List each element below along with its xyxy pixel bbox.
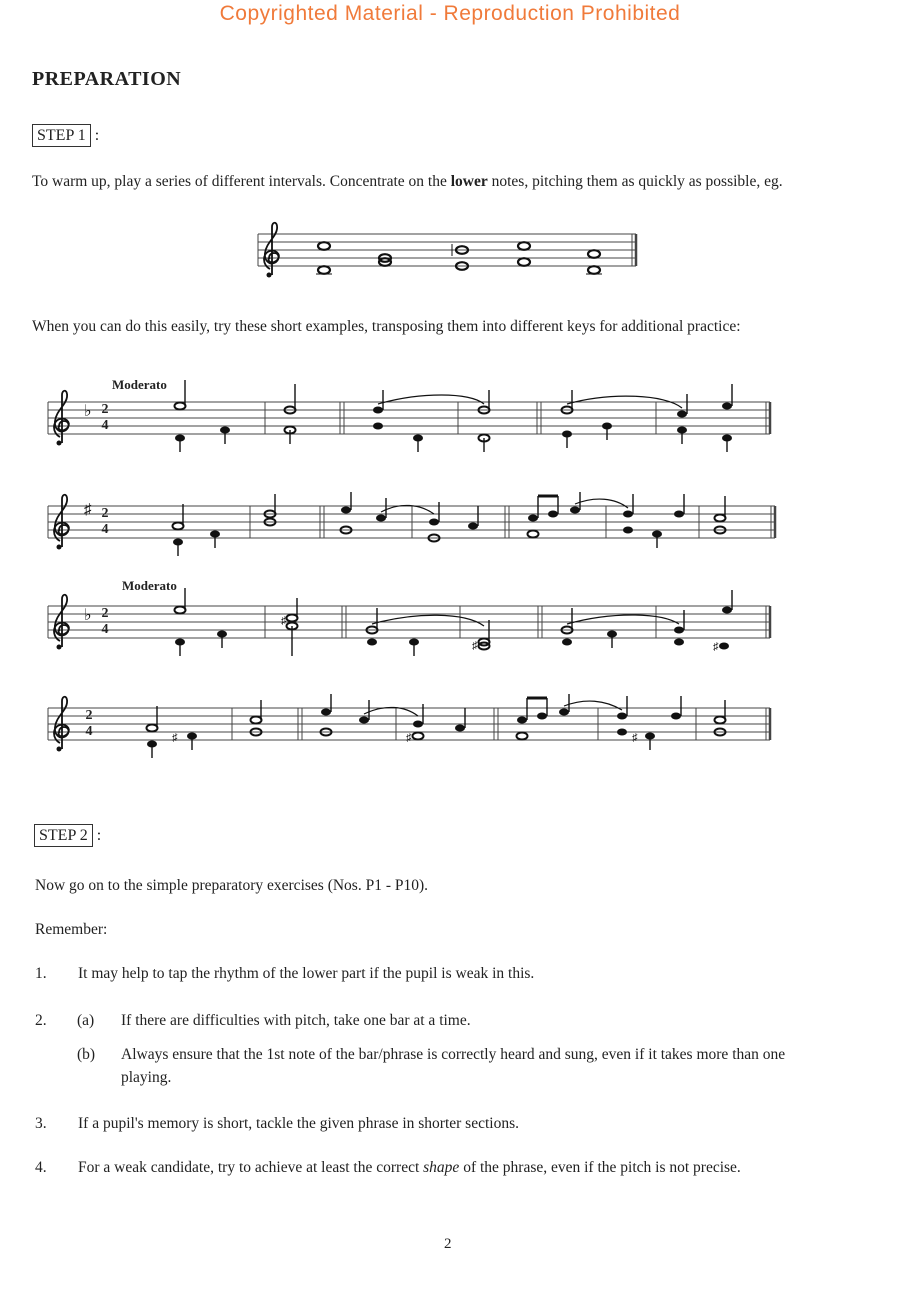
time-signature-top: 2 <box>101 402 109 417</box>
intro-text-end: notes, pitching them as quickly as possible, eg. <box>487 173 783 190</box>
intro-paragraph <box>32 170 852 193</box>
time-signature <box>98 506 112 538</box>
example-staff-4 <box>48 694 770 758</box>
time-signature-top: 2 <box>85 708 93 723</box>
list-text-end: of the phrase, even if the pitch is not precise. <box>459 1159 741 1176</box>
sharp-icon: ♯ <box>632 732 638 744</box>
list-text: If there are difficulties with pitch, take one bar at a time. <box>121 1012 471 1029</box>
list-text-italic: shape <box>423 1159 460 1176</box>
list-text: Always ensure that the 1st note of the bar/phrase is correctly heard and sung, even if it takes more than one playing. <box>121 1046 786 1086</box>
sharp-icon: ♯ <box>84 502 92 518</box>
step-2-colon: : <box>96 827 102 844</box>
treble-clef-icon <box>54 495 69 550</box>
sharp-icon: ♯ <box>713 641 719 653</box>
list-text <box>78 1156 818 1179</box>
list-sub-label: (b) <box>77 1046 96 1063</box>
list-number: 1. <box>35 965 47 982</box>
tempo-marking: Moderato <box>122 578 177 593</box>
remember-label: Remember: <box>35 921 108 938</box>
sharp-icon: ♯ <box>172 732 178 744</box>
flat-icon: ♭ <box>84 607 92 624</box>
time-signature-top: 2 <box>101 606 109 621</box>
list-number: 4. <box>35 1159 47 1176</box>
list-text: If a pupil's memory is short, tackle the given phrase in shorter sections. <box>78 1115 519 1132</box>
page-number: 2 <box>444 1236 452 1252</box>
intro-text-start: To warm up, play a series of different intervals. Concentrate on the <box>32 173 451 190</box>
sharp-icon: ♯ <box>281 615 287 627</box>
list-number: 3. <box>35 1115 47 1132</box>
example-staff-3 <box>48 588 770 656</box>
time-signature-bottom: 4 <box>101 622 109 637</box>
time-signature-top: 2 <box>101 506 109 521</box>
step-1-colon: : <box>94 127 100 144</box>
time-signature-bottom: 4 <box>101 418 109 433</box>
sharp-icon: ♯ <box>406 732 412 744</box>
intro-bold-word: lower <box>450 173 488 190</box>
treble-clef-icon <box>264 223 279 278</box>
step-2-label <box>34 824 101 847</box>
time-signature <box>98 402 112 434</box>
time-signature <box>98 606 112 638</box>
list-sub-label: (a) <box>77 1012 95 1029</box>
treble-clef-icon <box>54 391 69 446</box>
time-signature <box>82 708 96 740</box>
time-signature-bottom: 4 <box>101 522 109 537</box>
time-signature-bottom: 4 <box>85 724 93 739</box>
list-text: It may help to tap the rhythm of the lower part if the pupil is weak in this. <box>78 965 535 982</box>
treble-clef-icon <box>54 595 69 650</box>
tempo-marking: Moderato <box>112 377 167 392</box>
interval-staff <box>258 223 636 278</box>
step-1-label <box>32 124 99 147</box>
transpose-paragraph: When you can do this easily, try these short examples, transposing them into different keys for additional practice: <box>32 318 741 335</box>
copyright-watermark: Copyrighted Material - Reproduction Prohibited <box>219 2 681 25</box>
step-2-box: STEP 2 <box>34 824 93 847</box>
list-number: 2. <box>35 1012 47 1029</box>
sharp-icon: ♯ <box>472 640 478 652</box>
example-staff-2 <box>48 492 775 556</box>
page-title: PREPARATION <box>32 68 182 90</box>
flat-icon: ♭ <box>84 403 92 420</box>
step-1-box: STEP 1 <box>32 124 91 147</box>
treble-clef-icon <box>54 697 69 752</box>
step-2-paragraph: Now go on to the simple preparatory exercises (Nos. P1 - P10). <box>35 877 429 894</box>
list-text-start: For a weak candidate, try to achieve at least the correct <box>78 1159 424 1176</box>
